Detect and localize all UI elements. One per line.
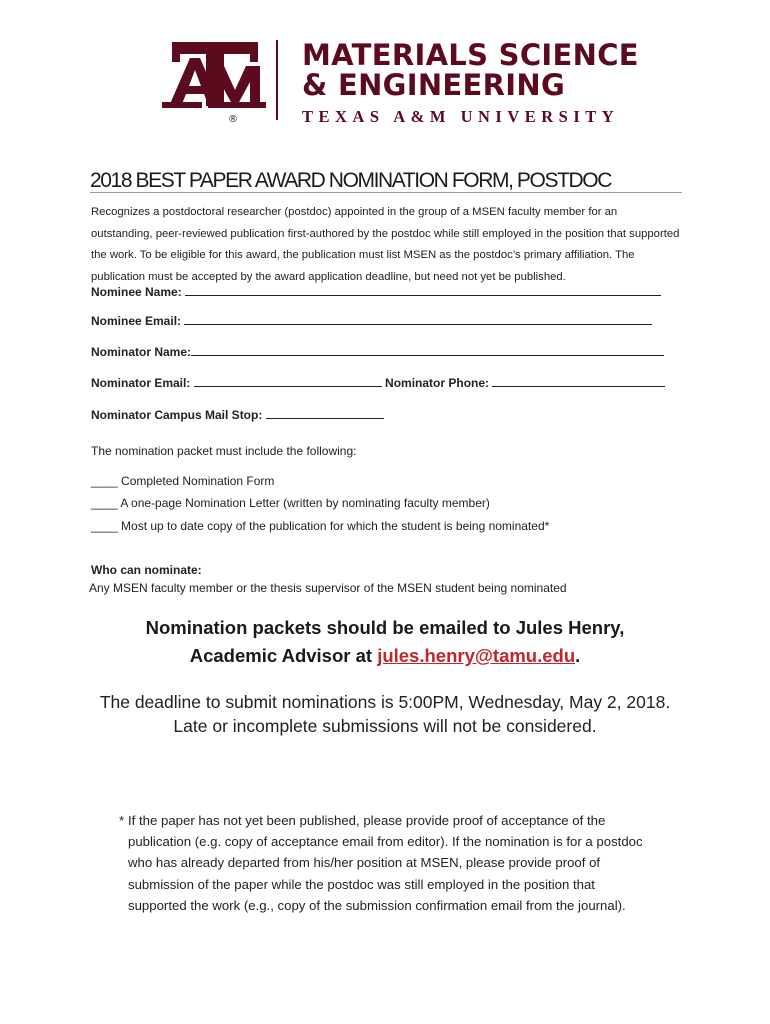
nominator-contact-row: [91, 374, 665, 390]
deadline-line2: Late or incomplete submissions will not be considered.: [173, 716, 597, 736]
nominator-name-row: [91, 343, 664, 359]
nominator-phone-field[interactable]: [492, 374, 665, 387]
campus-mail-field[interactable]: [266, 406, 384, 419]
nominator-phone-label: Nominator Phone:: [385, 376, 490, 390]
nominee-email-row: [91, 312, 652, 328]
nominator-email-field[interactable]: [194, 374, 382, 387]
advisor-email-link[interactable]: jules.henry@tamu.edu: [377, 645, 576, 666]
packet-item-letter: ____ A one-page Nomination Letter (written by nominating faculty member): [91, 496, 490, 510]
submission-suffix: .: [575, 645, 581, 666]
nominee-name-field[interactable]: [185, 283, 661, 296]
packet-intro: The nomination packet must include the following:: [91, 444, 357, 458]
nominee-name-label: Nominee Name:: [91, 285, 182, 299]
wordmark-line2: & ENGINEERING: [302, 68, 566, 102]
who-text: Any MSEN faculty member or the thesis supervisor of the MSEN student being nominated: [89, 581, 567, 595]
registered-mark: ®: [228, 114, 238, 125]
form-title: 2018 BEST PAPER AWARD NOMINATION FORM, POSTDOC: [90, 169, 611, 192]
submission-line1: Nomination packets should be emailed to Jules Henry,: [145, 617, 625, 638]
nominator-name-field[interactable]: [191, 343, 664, 356]
department-wordmark: [302, 40, 639, 127]
nominee-email-field[interactable]: [184, 312, 652, 325]
deadline-line1: The deadline to submit nominations is 5:00PM, Wednesday, May 2, 2018.: [99, 692, 671, 712]
campus-mail-row: [91, 406, 384, 422]
packet-item-publication: ____ Most up to date copy of the publication for which the student is being nominated*: [91, 519, 550, 533]
footnote-star: *: [119, 813, 125, 828]
wordmark-university: TEXAS A&M UNIVERSITY: [302, 107, 620, 126]
who-heading: Who can nominate:: [91, 563, 202, 577]
footnote-text: If the paper has not yet been published, please provide proof of acceptance of the publication (e.g. copy of acceptance email from editor). If the nomination is for a postdoc who has already departed from his/her position at MSEN, please provide proof of submission of the paper while the postdoc was still employed in the position that supported the work (e.g., copy of the submission confirmation email from the journal).: [128, 813, 643, 913]
form-intro: Recognizes a postdoctoral researcher (postdoc) appointed in the group of a MSEN faculty member for an outstanding, peer-reviewed publication first-authored by the postdoc while still employed in the position that supported the work. To be eligible for this award, the publication must list MSEN as the postdoc’s primary affiliation. The publication must be accepted by the award application deadline, but need not yet be published.: [91, 206, 680, 283]
nominator-email-label: Nominator Email:: [91, 376, 191, 390]
wordmark-line1: MATERIALS SCIENCE: [302, 38, 639, 72]
campus-mail-label: Nominator Campus Mail Stop:: [91, 408, 263, 422]
submission-line2: [0, 645, 770, 667]
packet-item-form: ____ Completed Nomination Form: [91, 474, 275, 488]
submission-prefix: Academic Advisor at: [189, 645, 378, 666]
nominee-name-row: [91, 283, 661, 299]
nominee-email-label: Nominee Email:: [91, 314, 182, 328]
nominator-name-label: Nominator Name:: [91, 345, 192, 359]
footnote: [119, 810, 648, 916]
title-divider: [90, 192, 682, 193]
